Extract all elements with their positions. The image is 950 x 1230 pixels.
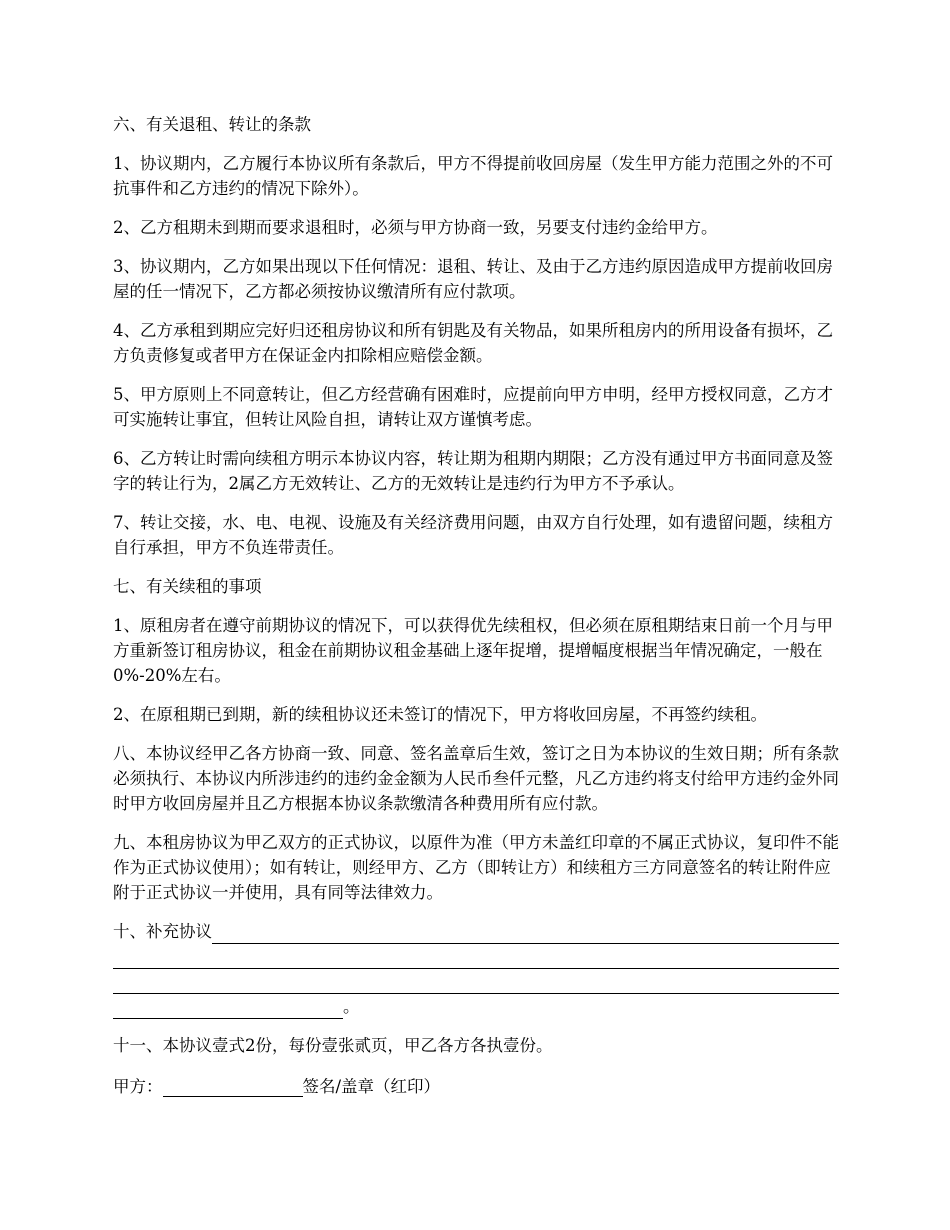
- section-7-heading: 七、有关续租的事项: [113, 577, 262, 596]
- section-6-item-7: 7、转让交接，水、电、电视、设施及有关经济费用问题，由双方自行处理，如有遗留问题，续租方自行承担，甲方不负连带责任。: [113, 513, 833, 557]
- section-11-text: 十一、本协议壹式2份，每份壹张贰页，甲乙各方各执壹份。: [113, 1036, 553, 1055]
- section-6-heading: 六、有关退租、转让的条款: [113, 115, 311, 134]
- section-7-item-1: 1、原租房者在遵守前期协议的情况下，可以获得优先续租权，但必须在原租期结束日前一个月与甲方重新签订租房协议，租金在前期协议租金基础上逐年捉增，提增幅度根据当年情况确定，一般在0%-20%左右。: [113, 616, 833, 685]
- supplementary-line-4: [113, 994, 839, 1019]
- section-6-item-6: 6、乙方转让时需向续租方明示本协议内容，转让期为租期内期限；乙方没有通过甲方书面同意及签字的转让行为，2属乙方无效转让、乙方的无效转让是违约行为甲方不予承认。: [113, 449, 833, 493]
- supplementary-blank-4[interactable]: [113, 999, 343, 1019]
- supplementary-blank-1[interactable]: [212, 924, 839, 944]
- section-6-item-2: 2、乙方租期未到期而要求退租时，必须与甲方协商一致，另要支付违约金给甲方。: [113, 218, 718, 237]
- party-a-signature-blank[interactable]: [163, 1077, 303, 1097]
- section-6-item-4: 4、乙方承租到期应完好归还租房协议和所有钥匙及有关物品，如果所租房内的所用设备有损坏，乙方负责修复或者甲方在保证金内扣除相应赔偿金额。: [113, 321, 833, 365]
- supplementary-blank-2[interactable]: [113, 949, 839, 969]
- supplementary-label: 十、补充协议: [113, 922, 212, 941]
- supplementary-line-1: [113, 919, 839, 944]
- supplementary-line-3: [113, 969, 839, 994]
- section-6-item-3: 3、协议期内，乙方如果出现以下任何情况：退租、转让、及由于乙方违约原因造成甲方提前收回房屋的任一情况下，乙方都必须按协议缴清所有应付款项。: [113, 257, 833, 301]
- section-9-text: 九、本租房协议为甲乙双方的正式协议，以原件为准（甲方未盖红印章的不属正式协议，复印件不能作为正式协议使用）；如有转让，则经甲方、乙方（即转让方）和续租方三方同意签名的转让附件应附于正式协议一并使用，具有同等法律效力。: [113, 833, 839, 902]
- supplementary-end-mark: 。: [343, 997, 360, 1016]
- supplementary-blank-3[interactable]: [113, 974, 839, 994]
- section-6-item-5: 5、甲方原则上不同意转让，但乙方经营确有困难时，应提前向甲方申明，经甲方授权同意，乙方才可实施转让事宜，但转让风险自担，请转让双方谨慎考虑。: [113, 385, 833, 429]
- supplementary-agreement: [113, 919, 839, 1019]
- supplementary-line-2: [113, 944, 839, 969]
- section-7-item-2: 2、在原租期已到期，新的续租协议还未签订的情况下，甲方将收回房屋，不再签约续租。: [113, 705, 767, 724]
- section-6-item-1: 1、协议期内，乙方履行本协议所有条款后，甲方不得提前收回房屋（发生甲方能力范围之外的不可抗事件和乙方违约的情况下除外）。: [113, 154, 833, 198]
- section-8-text: 八、本协议经甲乙各方协商一致、同意、签名盖章后生效，签订之日为本协议的生效日期；所有条款必须执行、本协议内所涉违约的违约金金额为人民币叁仟元整，凡乙方违约将支付给甲方违约金外同时甲方收回房屋并且乙方根据本协议条款缴清各种费用所有应付款。: [113, 744, 839, 813]
- party-a-signature-suffix: 签名/盖章（红印）: [302, 1077, 441, 1096]
- party-a-label: 甲方：: [113, 1077, 163, 1096]
- party-a-signature: [113, 1072, 839, 1097]
- document-page: [113, 112, 839, 1097]
